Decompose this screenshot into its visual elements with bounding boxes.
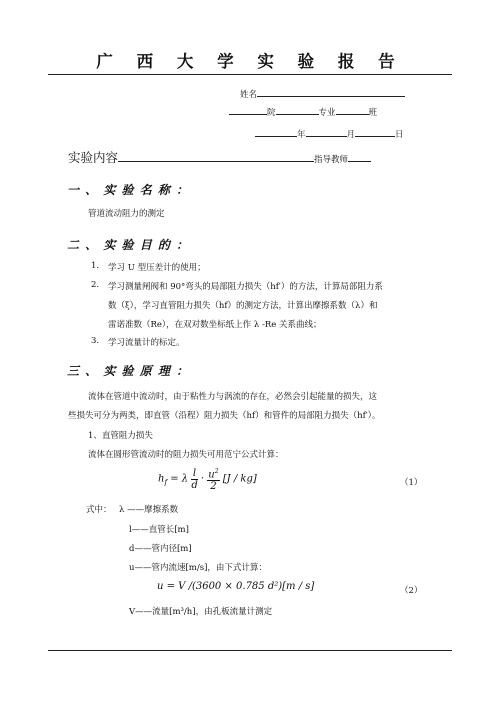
section1-text: 管道流动阻力的测定 bbox=[88, 209, 165, 219]
content-row bbox=[68, 147, 371, 166]
section2-heading: 二 、 实 验 目 的 ： bbox=[67, 238, 190, 252]
objective-2-cont-1: 数（ξ），学习直管阻力损失（hf）的测定方法，计算出摩擦系数（λ）和 bbox=[108, 301, 378, 311]
month-label: 月 bbox=[346, 130, 356, 140]
section1-heading: 一 、 实 验 名 称 ： bbox=[67, 183, 190, 197]
subsection-1-title: 1、直管阻力损失 bbox=[88, 431, 153, 441]
teacher-label: 指导教师 bbox=[314, 155, 349, 165]
objective-2-cont-2: 雷诺准数（Re），在双对数坐标纸上作 λ -Re 关系曲线； bbox=[108, 320, 322, 330]
college-label: 院 bbox=[267, 108, 276, 118]
month-field[interactable] bbox=[306, 127, 347, 137]
name-label: 姓名 bbox=[240, 90, 258, 100]
subsection-1-text: 流体在圆形管流动时的阻力损失可用范宁公式计算： bbox=[88, 450, 284, 460]
major-field[interactable] bbox=[276, 105, 319, 115]
where-label: 式中： bbox=[86, 505, 112, 515]
class-field[interactable] bbox=[336, 105, 369, 115]
objective-1 bbox=[91, 261, 206, 273]
fanning-formula: $h_f = \lambda$ $\frac{l}{d}$ · $\frac{u^2}{2}$ [J / kg] bbox=[158, 467, 257, 493]
def-d: d——管内径[m] bbox=[129, 544, 192, 554]
bottom-rule bbox=[48, 650, 452, 651]
year-field[interactable] bbox=[255, 127, 297, 137]
objective-3 bbox=[91, 336, 185, 348]
objective-2 bbox=[91, 280, 383, 292]
objective-num: 1. bbox=[91, 261, 100, 271]
teacher-field[interactable] bbox=[348, 152, 371, 162]
college-row bbox=[229, 105, 377, 118]
principle-para-line2: 些损失可分为两类，即直管（沿程）阻力损失（hf）和管件的局部阻力损失（hf′）。 bbox=[68, 411, 381, 421]
objective-num: 3. bbox=[91, 336, 100, 346]
def-l: l——直管长[m] bbox=[129, 525, 189, 535]
class-label: 班 bbox=[368, 108, 378, 118]
objective-num: 2. bbox=[91, 280, 100, 290]
major-label: 专业 bbox=[318, 108, 336, 118]
name-row bbox=[240, 87, 405, 100]
principle-para-line1: 流体在管道中流动时，由于粘性力与涡流的存在，必然会引起能量的损失，这 bbox=[88, 392, 378, 402]
formula2-number: （2） bbox=[400, 586, 423, 596]
formula1-number: （1） bbox=[400, 478, 423, 488]
day-field[interactable] bbox=[355, 127, 395, 137]
objective-text: 学习测量闸阀和 90°弯头的局部阻力损失（hf′）的方法，计算局部阻力系 bbox=[108, 282, 383, 292]
content-label: 实验内容 bbox=[68, 150, 119, 165]
report-title: 广 西 大 学 实 验 报 告 bbox=[96, 52, 404, 71]
def-v: V——流量[m³/h]，由孔板流量计测定 bbox=[129, 607, 273, 617]
content-field[interactable] bbox=[118, 148, 314, 162]
college-field[interactable] bbox=[229, 105, 267, 115]
date-row bbox=[255, 127, 404, 140]
def-lambda: λ ——摩擦系数 bbox=[119, 505, 179, 515]
def-u: u——管内流速[m/s]，由下式计算： bbox=[129, 563, 267, 573]
objective-text: 学习 U 型压差计的使用； bbox=[108, 263, 206, 273]
year-label: 年 bbox=[297, 130, 306, 140]
section3-heading: 三 、 实 验 原 理 ： bbox=[67, 364, 190, 378]
velocity-formula: u = V /(3600 × 0.785 d²)[m / s] bbox=[157, 581, 315, 592]
title-rule bbox=[48, 74, 452, 75]
name-field[interactable] bbox=[257, 87, 405, 97]
objective-text: 学习流量计的标定。 bbox=[108, 338, 185, 348]
day-label: 日 bbox=[395, 130, 404, 140]
